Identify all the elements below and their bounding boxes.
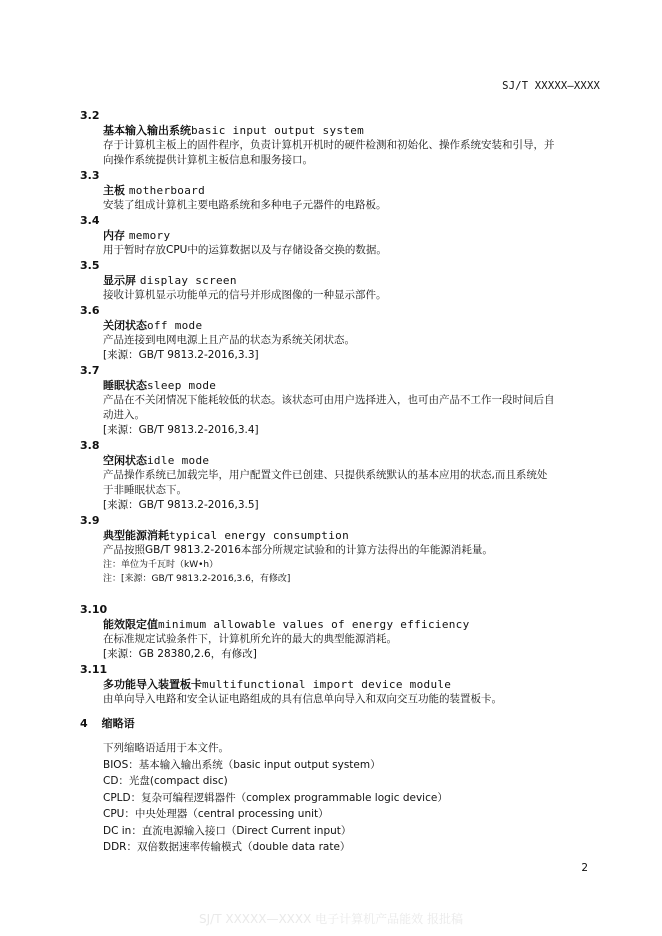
definition-line: 存于计算机主板上的固件程序，负责计算机开机时的硬件检测和初始化、操作系统安装和引导，并 — [103, 139, 555, 151]
term-chinese: 关闭状态 — [103, 319, 147, 332]
definition-line: 由单向导入电路和安全认证电路组成的具有信息单向导入和双向交互功能的装置板卡。 — [103, 693, 502, 705]
term-chinese: 主板 — [103, 184, 129, 197]
term-source: [来源：GB/T 9813.2-2016,3.4] — [103, 424, 259, 436]
term-number: 3.5 — [80, 259, 100, 272]
term-title — [103, 617, 610, 632]
term-chinese: 空闲状态 — [103, 454, 147, 467]
definition-line: 用于暂时存放CPU中的运算数据以及与存储设备交换的数据。 — [103, 244, 387, 256]
term-english: memory — [128, 229, 171, 242]
abbreviation-item: DC in：直流电源输入接口（Direct Current input） — [103, 824, 352, 837]
term-definition — [103, 333, 610, 348]
term-entry — [80, 213, 610, 258]
term-definition — [103, 138, 610, 168]
term-number: 3.8 — [80, 439, 100, 452]
term-title — [103, 228, 610, 243]
definition-line: 产品操作系统已加载完毕，用户配置文件已创建、只提供系统默认的基本应用的状态,而且系统处 — [103, 469, 548, 481]
term-english: off mode — [147, 319, 203, 332]
term-chinese: 典型能源消耗 — [103, 529, 169, 542]
term-english: minimum allowable values of energy efficiency — [158, 618, 470, 631]
term-chinese: 能效限定值 — [103, 618, 158, 631]
term-title — [103, 183, 610, 198]
footer-watermark: SJ/T XXXXX—XXXX 电子计算机产品能效 报批稿 — [199, 912, 463, 926]
section-intro: 下列缩略语适用于本文件。 — [103, 742, 229, 754]
definition-line: 产品在不关闭情况下能耗较低的状态。该状态可由用户选择进入，也可由产品不工作一段时间后自 — [103, 394, 555, 406]
term-number: 3.7 — [80, 364, 100, 377]
term-english: motherboard — [128, 184, 205, 197]
term-source: [来源：GB/T 9813.2-2016,3.3] — [103, 349, 259, 361]
term-title — [103, 123, 610, 138]
term-chinese: 多功能导入装置板卡 — [103, 678, 202, 691]
page-number: 2 — [581, 862, 588, 874]
term-number: 3.10 — [80, 603, 108, 616]
term-title — [103, 318, 610, 333]
term-chinese: 内存 — [103, 229, 129, 242]
term-english: display screen — [139, 274, 237, 287]
document-body — [80, 108, 610, 856]
term-entry — [80, 662, 610, 707]
abbreviation-item: BIOS：基本输入输出系统（basic input output system） — [103, 758, 381, 771]
definition-line: 产品按照GB/T 9813.2-2016本部分所规定试验和的计算方法得出的年能源消耗量。 — [103, 544, 493, 556]
term-title — [103, 453, 610, 468]
term-definition — [103, 468, 610, 498]
term-number: 3.11 — [80, 663, 108, 676]
term-source: [来源：GB/T 9813.2-2016,3.5] — [103, 499, 259, 511]
term-definition — [103, 393, 610, 423]
term-english: multifunctional import device module — [202, 678, 452, 691]
definition-line: 于非睡眠状态下。 — [103, 484, 187, 496]
term-definition — [103, 543, 610, 558]
term-definition — [103, 288, 610, 303]
term-english: typical energy consumption — [169, 529, 349, 542]
section-number: 4 — [80, 717, 88, 730]
term-english: basic input output system — [191, 124, 365, 137]
term-entry — [80, 303, 610, 363]
term-english: idle mode — [147, 454, 210, 467]
definition-line: 动进入。 — [103, 409, 145, 421]
term-english: sleep mode — [147, 379, 217, 392]
term-entry — [80, 602, 610, 662]
term-definition — [103, 243, 610, 258]
term-definition — [103, 692, 610, 707]
section-title: 缩略语 — [101, 717, 135, 730]
term-definition — [103, 198, 610, 213]
term-entry — [80, 363, 610, 438]
definition-line: 向操作系统提供计算机主板信息和服务接口。 — [103, 154, 313, 166]
term-entry — [80, 258, 610, 303]
definition-line: 安装了组成计算机主要电路系统和多种电子元器件的电路板。 — [103, 199, 387, 211]
abbreviation-item: CPLD：复杂可编程逻辑器件（complex programmable logic device） — [103, 791, 448, 804]
term-definition — [103, 632, 610, 647]
term-entry — [80, 168, 610, 213]
abbreviation-item: DDR：双倍数据速率传输模式（double data rate） — [103, 841, 351, 853]
term-chinese: 显示屏 — [103, 274, 140, 287]
term-title — [103, 378, 610, 393]
definition-line: 产品连接到电网电源上且产品的状态为系统关闭状态。 — [103, 334, 355, 346]
term-number: 3.6 — [80, 304, 100, 317]
abbreviation-item: CPU：中央处理器（central processing unit） — [103, 808, 329, 820]
term-note: 注：[来源：GB/T 9813.2-2016,3.6，有修改] — [103, 574, 291, 584]
term-note: 注：单位为千瓦时（kW•h） — [103, 560, 219, 570]
term-title — [103, 528, 610, 543]
term-entry — [80, 108, 610, 168]
definition-line: 在标准规定试验条件下，计算机所允许的最大的典型能源消耗。 — [103, 633, 397, 645]
term-entry — [80, 513, 610, 586]
term-entry — [80, 438, 610, 513]
term-number: 3.2 — [80, 109, 100, 122]
term-title — [103, 677, 610, 692]
term-number: 3.9 — [80, 514, 100, 527]
term-number: 3.3 — [80, 169, 100, 182]
term-source: [来源：GB 28380,2.6，有修改] — [103, 648, 257, 660]
section-heading — [80, 716, 610, 731]
document-id: SJ/T XXXXX—XXXX — [502, 80, 600, 92]
abbreviation-item: CD：光盘(compact disc) — [103, 775, 228, 787]
term-chinese: 睡眠状态 — [103, 379, 147, 392]
term-number: 3.4 — [80, 214, 100, 227]
definition-line: 接收计算机显示功能单元的信号并形成图像的一种显示部件。 — [103, 289, 387, 301]
term-chinese: 基本输入输出系统 — [103, 124, 191, 137]
term-title — [103, 273, 610, 288]
